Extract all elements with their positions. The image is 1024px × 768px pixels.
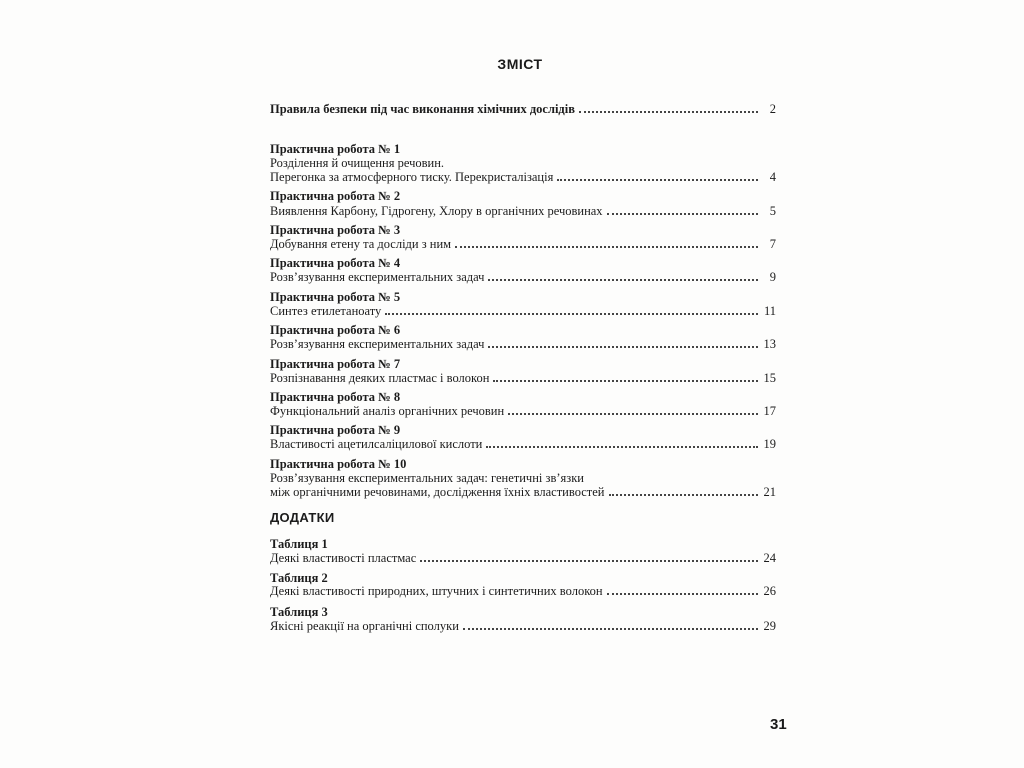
toc-heading-work-3: Практична робота № 3: [270, 223, 401, 237]
toc-page-number: 5: [769, 204, 776, 218]
toc-page-number: 29: [763, 619, 776, 633]
toc-heading-work-6: Практична робота № 6: [270, 323, 401, 337]
toc-heading-work-4: Практична робота № 4: [270, 256, 401, 270]
dot-leader: [385, 308, 758, 315]
toc-page-number: 7: [769, 237, 776, 251]
toc-page-number: 24: [763, 551, 776, 565]
toc-entry-work-3: Добування етену та досліди з ним 7: [270, 237, 776, 251]
toc-page-number: 26: [763, 584, 776, 598]
dot-leader: [488, 341, 758, 348]
toc-entry-work-9: Властивості ацетилсаліцилової кислоти 19: [270, 437, 776, 451]
dot-leader: [579, 106, 758, 113]
toc-heading-work-9: Практична робота № 9: [270, 423, 401, 437]
toc-entry-work-8: Функціональний аналіз органічних речовин 17: [270, 404, 776, 418]
toc-page-number: 4: [769, 170, 776, 184]
page-title: ЗМІСТ: [497, 56, 543, 72]
toc-entry-work-1: Перегонка за атмосферного тиску. Перекристалізація 4: [270, 170, 776, 184]
toc-page-number: 9: [769, 270, 776, 284]
toc-page-number: 13: [763, 337, 776, 351]
dot-leader: [607, 208, 758, 215]
toc-heading-work-2: Практична робота № 2: [270, 189, 401, 203]
toc-page-number: 2: [769, 102, 776, 116]
toc-entry-work-7: Розпізнавання деяких пластмас і волокон 15: [270, 371, 776, 385]
toc-entry-work-2: Виявлення Карбону, Гідрогену, Хлору в органічних речовинах 5: [270, 204, 776, 218]
toc-entry-text: Правила безпеки під час виконання хімічних дослідів: [270, 102, 575, 116]
toc-entry-work-5: Синтез етилетаноату 11: [270, 304, 776, 318]
dot-leader: [463, 623, 758, 630]
toc-page-number: 11: [763, 304, 776, 318]
toc-entry-table-1: Деякі властивості пластмас 24: [270, 551, 776, 565]
dot-leader: [455, 241, 758, 248]
toc-line: Розв’язування експериментальних задач: генетичні зв’язки: [270, 471, 584, 485]
toc-entry-table-2: Деякі властивості природних, штучних і синтетичних волокон 26: [270, 584, 776, 598]
dot-leader: [488, 274, 758, 281]
toc-entry-work-4: Розв’язування експериментальних задач 9: [270, 270, 776, 284]
dot-leader: [486, 441, 758, 448]
toc-heading-table-1: Таблиця 1: [270, 537, 328, 551]
page-number: 31: [770, 716, 787, 733]
toc-page-number: 17: [763, 404, 776, 418]
appendix-heading: ДОДАТКИ: [270, 510, 335, 525]
dot-leader: [607, 588, 758, 595]
toc-line: Розділення й очищення речовин.: [270, 156, 445, 170]
dot-leader: [508, 408, 758, 415]
toc-entry-work-10: між органічними речовинами, дослідження їхніх властивостей 21: [270, 485, 776, 499]
toc-entry-work-6: Розв’язування експериментальних задач 13: [270, 337, 776, 351]
toc-heading-work-5: Практична робота № 5: [270, 290, 401, 304]
dot-leader: [557, 174, 758, 181]
dot-leader: [493, 375, 758, 382]
toc-heading-work-10: Практична робота № 10: [270, 457, 407, 471]
toc-page-number: 21: [763, 485, 776, 499]
toc-heading-table-3: Таблиця 3: [270, 605, 328, 619]
toc-heading-table-2: Таблиця 2: [270, 571, 328, 585]
toc-page-number: 19: [763, 437, 776, 451]
toc-heading-work-7: Практична робота № 7: [270, 357, 401, 371]
toc-entry-table-3: Якісні реакції на органічні сполуки 29: [270, 619, 776, 633]
dot-leader: [609, 489, 759, 496]
toc-heading-work-1: Практична робота № 1: [270, 142, 401, 156]
toc-entry-safety: [270, 101, 776, 117]
dot-leader: [420, 555, 758, 562]
toc-heading-work-8: Практична робота № 8: [270, 390, 401, 404]
toc-page-number: 15: [763, 371, 776, 385]
